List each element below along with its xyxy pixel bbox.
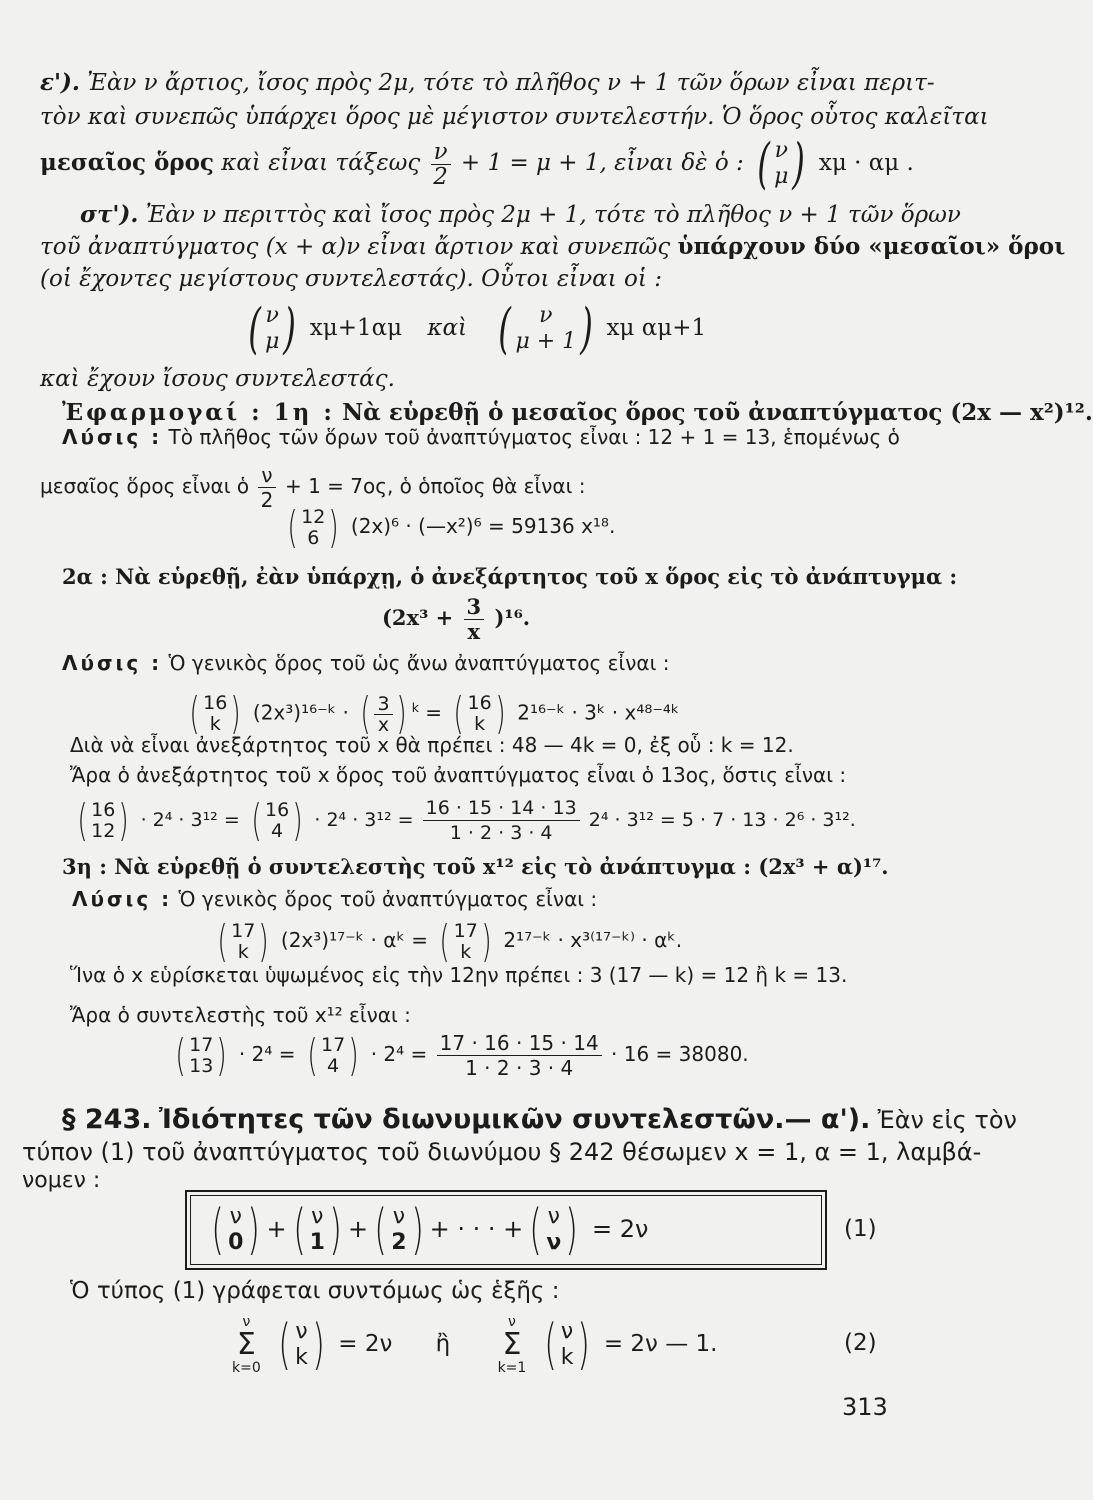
app3-line-4: Ἄρα ὁ συντελεστὴς τοῦ x¹² εἶναι : [70, 1003, 411, 1027]
app2-expression: (2x³ + $\frac{3}{x}$ )¹⁶. [382, 594, 531, 644]
part-e-line-2: τὸν καὶ συνεπῶς ὑπάρχει ὅρος μὲ μέγιστον συντελεστήν. Ὁ ὅρος οὗτος καλεῖται [40, 104, 989, 130]
app1-heading: Ἐφαρμογαί : 1η : Νὰ εὑρεθῇ ὁ μεσαῖος ὅρος τοῦ ἀναπτύγματος (2x — x²)¹². [62, 399, 1093, 426]
section-line-3: νομεν : [22, 1168, 101, 1193]
app3-line-3: Ἵνα ὁ x εὑρίσκεται ὑψωμένος εἰς τὴν 12ην πρέπει : 3 (17 — k) = 12 ἢ k = 13. [70, 963, 848, 987]
app2-line-3: Διὰ νὰ εἶναι ἀνεξάρτητος τοῦ x θὰ πρέπει : 48 — 4k = 0, ἐξ οὗ : k = 12. [70, 733, 794, 757]
formula-1-tag: (1) [844, 1216, 877, 1242]
part-st-line-5: καὶ ἔχουν ἴσους συντελεστάς. [40, 366, 395, 392]
app2-line-1: Λύσις : Ὁ γενικὸς ὅρος τοῦ ὡς ἄνω ἀναπτύγματος εἶναι : [62, 651, 670, 675]
app2-line-4: Ἄρα ὁ ἀνεξάρτητος τοῦ x ὅρος τοῦ ἀναπτύγματος εἶναι ὁ 13ος, ὅστις εἶναι : [70, 763, 847, 787]
page-number: 313 [842, 1393, 888, 1421]
app2-heading: 2α : Νὰ εὑρεθῇ, ἐὰν ὑπάρχῃ, ὁ ἀνεξάρτητος τοῦ x ὅρος εἰς τὸ ἀνάπτυγμα : [62, 564, 958, 589]
app3-result: ( 17 13 ) · 2⁴ = ( 17 4 ) · 2⁴ = $\frac{17 \cdot 16 \cdot 15 \cdot 14}{1 \cdot 2 \cdot 3 \cdot 4}$ · 16 = 38080. [175, 1029, 749, 1081]
part-st-line-1: στ'). Ἐὰν ν περιττὸς καὶ ἴσος πρὸς 2μ + 1, τότε τὸ πλῆθος ν + 1 τῶν ὅρων [80, 201, 961, 228]
section-line-2: τύπον (1) τοῦ ἀναπτύγματος τοῦ διωνύμου § 242 θέσωμεν x = 1, α = 1, λαμβά- [22, 1138, 982, 1166]
app3-heading: 3η : Νὰ εὑρεθῇ ὁ συντελεστὴς τοῦ x¹² εἰς τὸ ἀνάπτυγμα : (2x³ + α)¹⁷. [62, 854, 889, 879]
part-e-line-3: μεσαῖος ὅρος καὶ εἶναι τάξεως $\frac{\nu}{2}$ + 1 = μ + 1, εἶναι δὲ ὁ : ( ν μ ) xμ · αμ . [40, 132, 914, 195]
formula-2-tag: (2) [844, 1330, 877, 1356]
part-e-line-1: ε'). Ἐὰν ν ἄρτιος, ἴσος πρὸς 2μ, τότε τὸ πλῆθος ν + 1 τῶν ὅρων εἶναι περιτ- [40, 69, 935, 96]
part-st-line-2: τοῦ ἀναπτύγματος (x + α)ν εἶναι ἄρτιον καὶ συνεπῶς ὑπάρχουν δύο «μεσαῖοι» ὅροι [40, 233, 1066, 260]
app3-line-1: Λύσις : Ὁ γενικὸς ὅρος τοῦ ἀναπτύγματος εἶναι : [72, 887, 598, 911]
app2-general-term: ( 16 k ) (2x³)¹⁶⁻ᵏ · ( $\frac{3}{x}$ ) $^k$ = ( 16 k ) 2¹⁶⁻ᵏ · 3ᵏ · x⁴⁸⁻⁴ᵏ [189, 688, 680, 740]
app3-general-term: ( 17 k ) (2x³)¹⁷⁻ᵏ · αᵏ = ( 17 k ) 2¹⁷⁻ᵏ · x³⁽¹⁷⁻ᵏ⁾ · αᵏ. [217, 915, 683, 967]
part-st-line-3: (οἱ ἔχοντες μεγίστους συντελεστάς). Οὗτοι εἶναι οἱ : [40, 266, 662, 292]
app1-line-1: Λύσις : Τὸ πλῆθος τῶν ὅρων τοῦ ἀναπτύγματος εἶναι : 12 + 1 = 13, ἑπομένως ὁ [62, 425, 900, 449]
section-line-4: Ὁ τύπος (1) γράφεται συντόμως ὡς ἑξῆς : [70, 1278, 560, 1304]
formula-2: ν Σ k=0 ( ν k ) = 2ν ἢ ν Σ k=1 ( ν k ) = 2ν — 1. [232, 1312, 718, 1376]
section-heading: § 243. Ἰδιότητες τῶν διωνυμικῶν συντελεστῶν.— α'). Ἐὰν εἰς τὸν [62, 1104, 1017, 1135]
middle-terms: ( ν μ ) xμ+1αμ καὶ ( ν μ + 1 ) xμ αμ+1 [248, 297, 707, 360]
app1-result: ( 12 6 ) (2x)⁶ · (—x²)⁶ = 59136 x¹⁸. [287, 501, 616, 553]
app2-result: ( 16 12 ) · 2⁴ · 3¹² = ( 16 4 ) · 2⁴ · 3¹² = $\frac{16 \cdot 15 \cdot 14 \cdot 13}{1 \cdot 2 \cdot 3 \cdot 4}$ 2⁴ · 3¹² = 5 · 7 · 13 · 2⁶ · 3¹². [77, 794, 856, 846]
formula-1: ( ν 0 ) + ( ν 1 ) + ( ν 2 ) + · · · + ( ν ν ) = 2ν [211, 1198, 649, 1261]
app1-line-2: μεσαῖος ὅρος εἶναι ὁ $\frac{\nu}{2}$ + 1 = 7ος, ὁ ὁποῖος θὰ εἶναι : [40, 463, 586, 512]
